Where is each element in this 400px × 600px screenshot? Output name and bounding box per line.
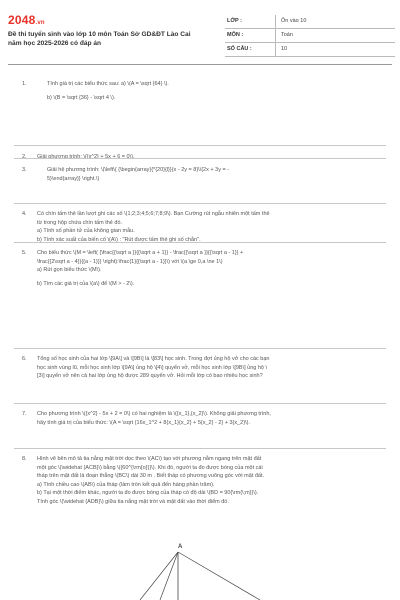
- question-line: Tổng số học sinh của hai lớp \[9A\] và \[9B\] là \[83\] học sinh. Trong đợt ủng hộ vở cho các bạn: [37, 356, 270, 362]
- meta-value: 10: [281, 46, 288, 52]
- meta-row-class: [225, 15, 395, 29]
- question-line: b) \(B = \sqrt {36} - \sqrt 4 \).: [47, 94, 116, 101]
- meta-value: Toán: [281, 32, 293, 38]
- question-line: b) Tính xác suất của biến cố \(A\) : "Rút được tấm thẻ ghi số chẵn".: [37, 236, 201, 243]
- figure-label-a: A: [178, 544, 183, 550]
- title-line-2: năm học 2025-2026 có đáp án: [8, 40, 102, 47]
- question-separator: [14, 203, 386, 204]
- question-line: a) Tính số phần tử của không gian mẫu.: [37, 228, 135, 234]
- question-line: Cho biểu thức \(M = \left( {\frac{{\sqrt a }}{{\sqrt a + 1}} - \frac{{\sqrt a }}{{\sqrt a - 1}} +: [37, 250, 244, 256]
- question-line: a) Rút gọn biểu thức \(M\).: [37, 267, 102, 273]
- question-separator: [14, 348, 386, 349]
- logo-suffix: .vn: [35, 20, 45, 26]
- site-logo[interactable]: [8, 13, 45, 27]
- title-line-1: Đề thi tuyển sinh vào lớp 10 môn Toán Sở GD&ĐT Lào Cai: [8, 31, 191, 38]
- question-line: [3\] quyển vở nên cả hai lớp ủng hộ được 289 quyển vở. Hỏi mỗi lớp có bao nhiêu học sinh?: [37, 373, 263, 379]
- question-separator: [14, 448, 386, 449]
- question-separator: [14, 145, 386, 146]
- question-line: b) Tại một thời điểm khác, người ta đo được bóng của tháp có độ dài \(BD = 90{\rm{\;m}}\).: [37, 490, 259, 496]
- document-header: [0, 0, 400, 62]
- meta-key: MÔN :: [227, 32, 244, 38]
- question-body: [37, 249, 377, 288]
- question-number: 4.: [22, 211, 27, 217]
- question-number: 2.: [22, 154, 27, 160]
- question-number: 5.: [22, 250, 27, 256]
- question-line: từ trong hộp chứa chín tấm thẻ đó.: [37, 219, 123, 226]
- question-number: 8.: [22, 456, 27, 462]
- question-line: Giải phương trình: \({x^2} + 5x + 6 = 0\).: [37, 154, 135, 160]
- meta-cell-divider: [275, 43, 276, 56]
- question-line: học sinh vùng lũ, mỗi học sinh lớp \[9A\] ủng hộ \[4\] quyển vở, mỗi học sinh lớp \[9B\] ủng hộ \: [37, 364, 268, 371]
- question-number: 7.: [22, 411, 27, 417]
- meta-table: [225, 15, 395, 57]
- figure-ray-right: [178, 552, 260, 600]
- meta-key: SỐ CÂU :: [227, 46, 252, 52]
- figure-ray-left-2: [160, 552, 178, 600]
- question-separator: [14, 158, 386, 159]
- question-line: Tính giá trị các biểu thức sau: a) \(A = \sqrt {64} \).: [47, 81, 169, 87]
- question-body: [37, 410, 377, 427]
- logo-text: 2048: [8, 13, 36, 27]
- question-line: Cho phương trình \({x^2} - 5x + 2 = 0\) có hai nghiệm là \({x_1},{x_2}\). Không giải phương trình,: [37, 411, 271, 417]
- question-line: hãy tính giá trị của biểu thức: \(A = \sqrt {16x_1^2 + 8{x_1}{x_2} + 5{x_2} - 2} + 3{x_2}\).: [37, 419, 250, 426]
- question-line: b) Tìm các giá trị của \(a\) để \(M > - 2\).: [37, 280, 135, 287]
- question-separator: [14, 403, 386, 404]
- header-divider: [8, 64, 392, 65]
- question-line: một góc \(\widehat {ACB}\) bằng \({60^{\rm{o}}}\). Khi đó, người ta đo được bóng của một cái: [37, 464, 263, 471]
- figure-ray-left-1: [140, 552, 178, 600]
- question-separator: [14, 242, 386, 243]
- meta-key: LỚP :: [227, 18, 242, 24]
- question-line: 5}\end{array}} \right.\): [47, 175, 100, 182]
- question-body: [37, 355, 377, 381]
- question-line: Hình vẽ bên mô tả tia nắng mặt trời dọc theo \(AC\) tạo với phương nằm ngang trên mặt đất: [37, 456, 262, 462]
- question-body: [47, 80, 387, 102]
- question-line: a) Tính chiều cao \(AB\) của tháp (làm tròn kết quả đến hàng phần trăm).: [37, 481, 215, 488]
- meta-row-subject: [225, 29, 395, 43]
- meta-row-count: [225, 43, 395, 57]
- question-body: [37, 455, 377, 506]
- question-line: Có chín tấm thẻ lần lượt ghi các số \(1;2;3;4;5;6;7;8;9\). Bạn Cường rút ngẫu nhiên một tấm thẻ: [37, 211, 270, 217]
- question-number: 6.: [22, 356, 27, 362]
- question-line: Tính góc \(\widehat {ADB}\) giữa tia nắng mặt trời và mặt đất vào thời điểm đó.: [37, 498, 229, 505]
- question-body: [37, 210, 377, 244]
- document-title: [8, 30, 223, 48]
- question-body: [47, 166, 387, 183]
- question-line: Giải hệ phương trình: \(\left\{ {\begin{array}{*{20}{l}}{x - 2y = 8}\\{2x + 3y = -: [47, 167, 230, 173]
- tower-figure: [130, 540, 270, 600]
- meta-cell-divider: [275, 15, 276, 28]
- question-line: tháp trên mặt đất là đoạn thẳng \(BC\) dài 30 m . Biết tháp có phương vuông góc với mặt đất.: [37, 473, 265, 479]
- question-number: 1.: [22, 81, 27, 87]
- question-number: 3.: [22, 167, 27, 173]
- meta-cell-divider: [275, 29, 276, 42]
- question-line: \frac{{2\sqrt a - 4}}{{a - 1}}} \right):\frac{1}{{\sqrt a - 1}}\) với \(a \ge 0,a \ne 1\): [37, 258, 223, 265]
- meta-value: Ôn vào 10: [281, 18, 307, 24]
